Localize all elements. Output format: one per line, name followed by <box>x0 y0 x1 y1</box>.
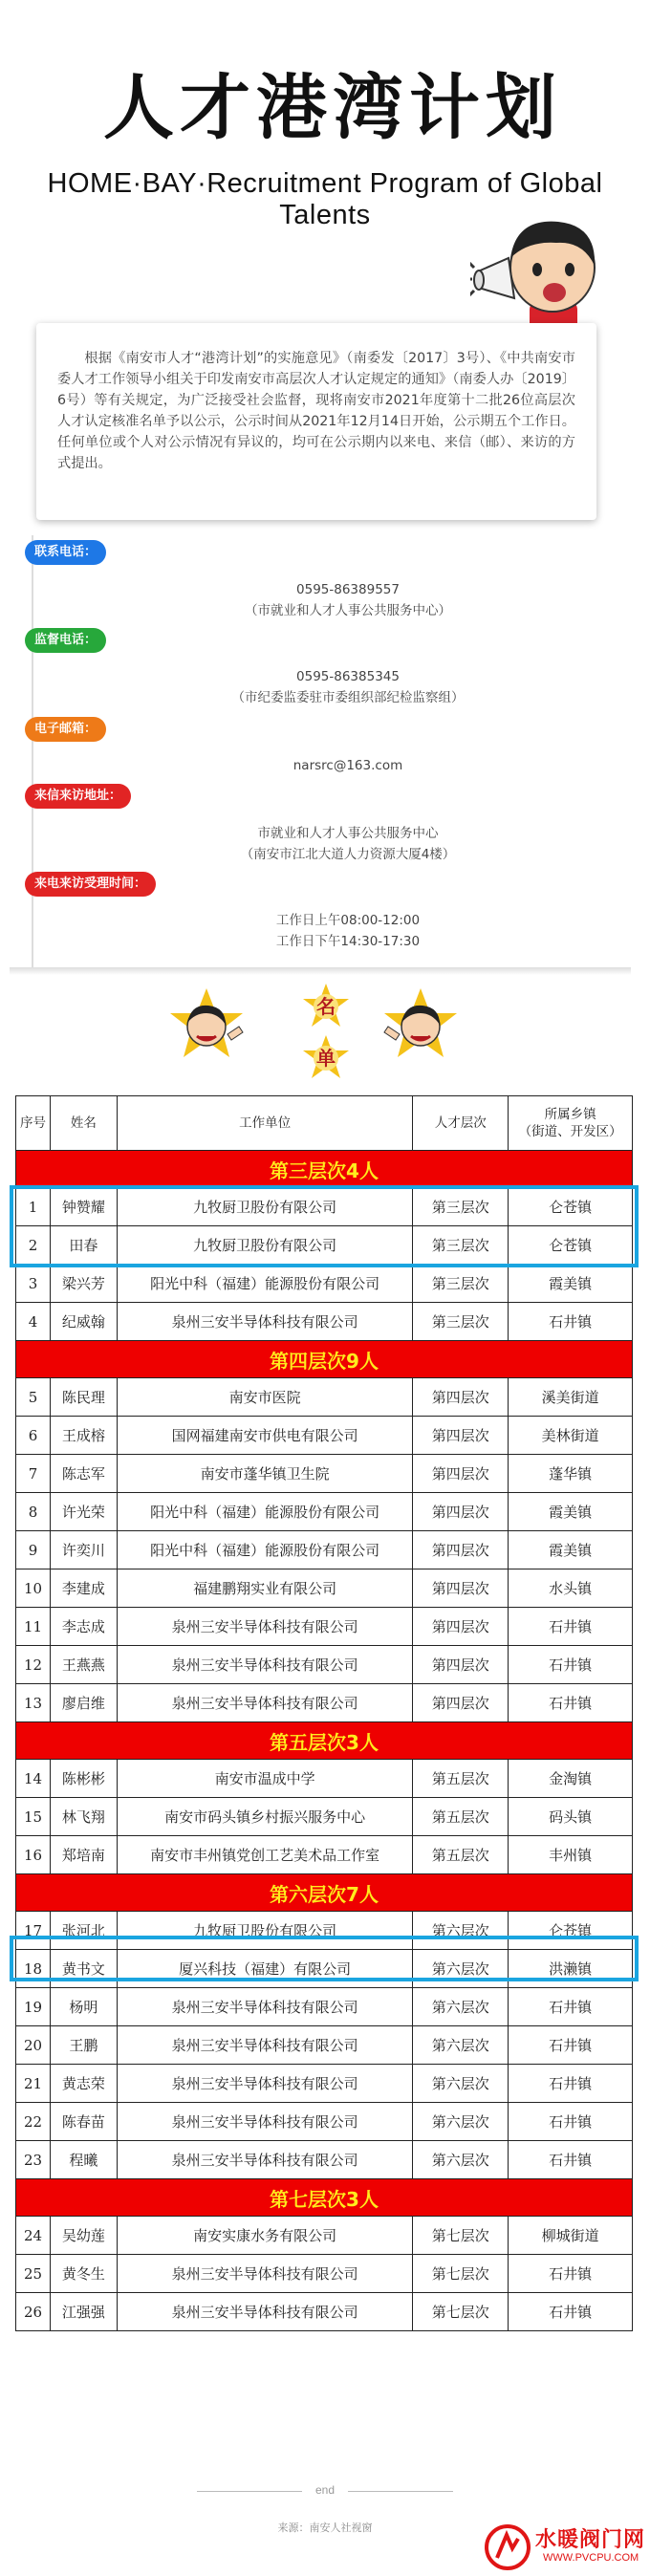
cell-level: 第七层次 <box>413 2293 509 2331</box>
section-header-row <box>16 2179 633 2217</box>
cell-town: 石井镇 <box>509 1608 633 1646</box>
section-header-row <box>16 1341 633 1378</box>
contact-phone-value: 0595-86389557 <box>296 582 400 597</box>
col-town: 所属乡镇 （街道、开发区） <box>509 1096 633 1151</box>
cell-index: 21 <box>16 2065 51 2103</box>
cell-index: 3 <box>16 1265 51 1303</box>
cell-level: 第六层次 <box>413 2103 509 2141</box>
table-row <box>16 1265 633 1303</box>
contact-section <box>23 535 627 970</box>
cell-level: 第六层次 <box>413 1912 509 1950</box>
cell-index: 23 <box>16 2141 51 2179</box>
table-row <box>16 1531 633 1569</box>
cell-level: 第七层次 <box>413 2255 509 2293</box>
cell-index: 24 <box>16 2217 51 2255</box>
section-divider <box>10 967 631 975</box>
cell-town: 仑苍镇 <box>509 1912 633 1950</box>
supervision-phone-badge: 监督电话： <box>25 628 106 653</box>
cell-index: 14 <box>16 1760 51 1798</box>
header-banner <box>0 0 650 315</box>
cell-employer: 泉州三安半导体科技有限公司 <box>117 1646 412 1684</box>
cell-employer: 南安市蓬华镇卫生院 <box>117 1455 412 1493</box>
cell-index: 4 <box>16 1303 51 1341</box>
cell-name: 王成榕 <box>50 1417 117 1455</box>
cell-index: 19 <box>16 1988 51 2026</box>
table-row <box>16 1378 633 1417</box>
cell-level: 第五层次 <box>413 1798 509 1836</box>
watermark-url: WWW.PVCPU.COM <box>543 2552 639 2564</box>
cell-index: 22 <box>16 2103 51 2141</box>
intro-paragraph: 根据《南安市人才“港湾计划”的实施意见》（南委发〔2017〕3号）、《中共南安市委人才工作领导小组关于印发南安市高层次人才认定规定的通知》（南委人办〔2019〕6号）等有关规定，为广泛接受社会监督，现将南安市2021年度第十二批26位高层次人才认定核准名单予以公示，公示时间从2021年12月14日开始，公示期五个工作日。任何单位或个人对公示情况有异议的，均可在公示期内以来电、来信（邮）、来访的方式提出。 <box>57 351 575 471</box>
cell-name: 江强强 <box>50 2293 117 2331</box>
cell-town: 石井镇 <box>509 1684 633 1722</box>
table-row <box>16 2293 633 2331</box>
cell-name: 郑培南 <box>50 1836 117 1874</box>
table-row <box>16 1569 633 1608</box>
cell-index: 2 <box>16 1226 51 1265</box>
cell-name: 田春 <box>50 1226 117 1265</box>
cell-employer: 九牧厨卫股份有限公司 <box>117 1912 412 1950</box>
cell-index: 15 <box>16 1798 51 1836</box>
section-title: 第三层次4人 <box>16 1151 633 1188</box>
cell-town: 石井镇 <box>509 1646 633 1684</box>
cell-index: 26 <box>16 2293 51 2331</box>
cell-town: 霞美镇 <box>509 1265 633 1303</box>
cell-town: 石井镇 <box>509 2065 633 2103</box>
cell-name: 陈民理 <box>50 1378 117 1417</box>
highlight-box-rows-1-2 <box>10 1185 639 1267</box>
cell-level: 第三层次 <box>413 1226 509 1265</box>
cell-level: 第四层次 <box>413 1417 509 1455</box>
end-line-right <box>348 2491 453 2492</box>
watermark <box>480 2518 650 2575</box>
cell-name: 陈彬彬 <box>50 1760 117 1798</box>
email-value: narsrc@163.com <box>292 758 403 773</box>
cell-name: 钟赞耀 <box>50 1188 117 1226</box>
cell-level: 第四层次 <box>413 1569 509 1608</box>
cell-employer: 九牧厨卫股份有限公司 <box>117 1188 412 1226</box>
name-list-heading <box>0 975 650 1090</box>
cell-town: 溪美街道 <box>509 1378 633 1417</box>
cell-employer: 南安实康水务有限公司 <box>117 2217 412 2255</box>
cell-level: 第三层次 <box>413 1265 509 1303</box>
table-row <box>16 2103 633 2141</box>
cell-index: 7 <box>16 1455 51 1493</box>
table-row <box>16 1608 633 1646</box>
cell-employer: 阳光中科（福建）能源股份有限公司 <box>117 1493 412 1531</box>
table-row <box>16 1493 633 1531</box>
cell-town: 石井镇 <box>509 2293 633 2331</box>
cell-name: 梁兴芳 <box>50 1265 117 1303</box>
cell-employer: 厦兴科技（福建）有限公司 <box>117 1950 412 1988</box>
cell-employer: 南安市温成中学 <box>117 1760 412 1798</box>
cell-employer: 泉州三安半导体科技有限公司 <box>117 1608 412 1646</box>
table-row <box>16 1836 633 1874</box>
cell-employer: 九牧厨卫股份有限公司 <box>117 1226 412 1265</box>
cell-level: 第五层次 <box>413 1836 509 1874</box>
table-row <box>16 1684 633 1722</box>
cell-name: 王燕燕 <box>50 1646 117 1684</box>
cell-index: 6 <box>16 1417 51 1455</box>
cell-level: 第四层次 <box>413 1684 509 1722</box>
table-body <box>16 1151 633 2331</box>
supervision-phone-org: （市纪委监委驻市委组织部纪检监察组） <box>231 690 465 705</box>
intro-card <box>36 323 596 520</box>
cell-name: 陈志军 <box>50 1455 117 1493</box>
cell-level: 第六层次 <box>413 2065 509 2103</box>
table-header-row <box>16 1096 633 1151</box>
cell-level: 第四层次 <box>413 1608 509 1646</box>
cell-level: 第六层次 <box>413 2026 509 2065</box>
col-level: 人才层次 <box>413 1096 509 1151</box>
cell-employer: 南安市码头镇乡村振兴服务中心 <box>117 1798 412 1836</box>
ming-char: 名 <box>316 995 336 1018</box>
table-row <box>16 1303 633 1341</box>
cell-employer: 泉州三安半导体科技有限公司 <box>117 2141 412 2179</box>
cell-town: 石井镇 <box>509 2026 633 2065</box>
highlight-box-row-17 <box>10 1936 639 1981</box>
cell-employer: 泉州三安半导体科技有限公司 <box>117 1988 412 2026</box>
cell-employer: 泉州三安半导体科技有限公司 <box>117 2065 412 2103</box>
cell-town: 霞美镇 <box>509 1493 633 1531</box>
cell-town: 美林街道 <box>509 1417 633 1455</box>
cell-employer: 泉州三安半导体科技有限公司 <box>117 2293 412 2331</box>
table-row <box>16 1417 633 1455</box>
cell-employer: 泉州三安半导体科技有限公司 <box>117 2255 412 2293</box>
source-text: 来源：南安人社视窗 <box>277 2522 373 2534</box>
section-title: 第六层次7人 <box>16 1874 633 1912</box>
cell-index: 17 <box>16 1912 51 1950</box>
cell-name: 许奕川 <box>50 1531 117 1569</box>
cell-index: 1 <box>16 1188 51 1226</box>
cell-name: 陈春苗 <box>50 2103 117 2141</box>
cell-level: 第三层次 <box>413 1303 509 1341</box>
table-row <box>16 1455 633 1493</box>
cell-index: 8 <box>16 1493 51 1531</box>
timeline-line <box>32 535 33 970</box>
cell-employer: 南安市医院 <box>117 1378 412 1417</box>
section-title: 第七层次3人 <box>16 2179 633 2217</box>
cell-name: 吴幼莲 <box>50 2217 117 2255</box>
cell-level: 第三层次 <box>413 1188 509 1226</box>
table-row <box>16 2026 633 2065</box>
cell-index: 13 <box>16 1684 51 1722</box>
cell-employer: 泉州三安半导体科技有限公司 <box>117 1684 412 1722</box>
page-title: 人才港湾计划 <box>103 67 562 149</box>
talent-table <box>15 1095 633 2331</box>
contact-phone-badge: 联系电话： <box>25 540 106 565</box>
cell-name: 纪威翰 <box>50 1303 117 1341</box>
cell-name: 许光荣 <box>50 1493 117 1531</box>
cell-name: 程曦 <box>50 2141 117 2179</box>
hours-morning: 工作日上午08:00-12:00 <box>275 913 421 928</box>
table-row <box>16 2141 633 2179</box>
email-badge: 电子邮箱： <box>25 717 106 742</box>
contact-phone-org: （市就业和人才人事公共服务中心） <box>245 603 451 618</box>
hours-badge: 来电来访受理时间： <box>25 872 156 897</box>
cell-name: 林飞翔 <box>50 1798 117 1836</box>
cell-employer: 泉州三安半导体科技有限公司 <box>117 2026 412 2065</box>
watermark-logo-icon <box>484 2523 531 2571</box>
col-index: 序号 <box>16 1096 51 1151</box>
cell-town: 石井镇 <box>509 2141 633 2179</box>
cell-name: 王鹏 <box>50 2026 117 2065</box>
cell-name: 廖启维 <box>50 1684 117 1722</box>
cell-level: 第六层次 <box>413 1950 509 1988</box>
cell-level: 第四层次 <box>413 1493 509 1531</box>
supervision-phone-value: 0595-86385345 <box>296 669 400 684</box>
hours-afternoon: 工作日下午14:30-17:30 <box>275 934 421 949</box>
cell-name: 李建成 <box>50 1569 117 1608</box>
cell-index: 16 <box>16 1836 51 1874</box>
cell-employer: 国网福建南安市供电有限公司 <box>117 1417 412 1455</box>
cell-town: 仑苍镇 <box>509 1226 633 1265</box>
cell-index: 5 <box>16 1378 51 1417</box>
cell-name: 黄书文 <box>50 1950 117 1988</box>
cell-index: 10 <box>16 1569 51 1608</box>
cell-index: 12 <box>16 1646 51 1684</box>
table-row <box>16 2255 633 2293</box>
cell-level: 第七层次 <box>413 2217 509 2255</box>
cell-index: 11 <box>16 1608 51 1646</box>
dan-char: 单 <box>316 1047 336 1070</box>
cell-town: 霞美镇 <box>509 1531 633 1569</box>
end-mark: end <box>314 2483 336 2497</box>
table-row <box>16 1798 633 1836</box>
cell-index: 25 <box>16 2255 51 2293</box>
cell-employer: 福建鹏翔实业有限公司 <box>117 1569 412 1608</box>
cell-name: 黄志荣 <box>50 2065 117 2103</box>
cell-level: 第五层次 <box>413 1760 509 1798</box>
address-value: 市就业和人才人事公共服务中心 <box>257 826 439 841</box>
cell-level: 第四层次 <box>413 1455 509 1493</box>
cell-town: 石井镇 <box>509 1988 633 2026</box>
cell-town: 石井镇 <box>509 1303 633 1341</box>
cell-index: 20 <box>16 2026 51 2065</box>
cell-name: 杨明 <box>50 1988 117 2026</box>
address-detail: （南安市江北大道人力资源大厦4楼） <box>240 847 456 862</box>
table-row <box>16 2217 633 2255</box>
cell-town: 仑苍镇 <box>509 1188 633 1226</box>
cell-level: 第四层次 <box>413 1531 509 1569</box>
col-employer: 工作单位 <box>117 1096 412 1151</box>
cell-town: 蓬华镇 <box>509 1455 633 1493</box>
cell-town: 石井镇 <box>509 2255 633 2293</box>
cell-employer: 阳光中科（福建）能源股份有限公司 <box>117 1531 412 1569</box>
cell-employer: 泉州三安半导体科技有限公司 <box>117 1303 412 1341</box>
right-boy-star-icon <box>382 986 459 1063</box>
table-row <box>16 2065 633 2103</box>
left-boy-star-icon <box>168 986 245 1063</box>
cell-town: 石井镇 <box>509 2103 633 2141</box>
table-row <box>16 1760 633 1798</box>
section-header-row <box>16 1722 633 1760</box>
cell-level: 第四层次 <box>413 1646 509 1684</box>
cell-level: 第六层次 <box>413 1988 509 2026</box>
page-subtitle: HOME·BAY·Recruitment Program of Global Talents <box>47 168 603 230</box>
cell-town: 水头镇 <box>509 1569 633 1608</box>
ming-flower <box>302 983 350 1030</box>
table-row <box>16 1646 633 1684</box>
cell-name: 张河北 <box>50 1912 117 1950</box>
cell-employer: 南安市丰州镇党创工艺美术品工作室 <box>117 1836 412 1874</box>
col-name: 姓名 <box>50 1096 117 1151</box>
cell-name: 李志成 <box>50 1608 117 1646</box>
watermark-text: 水暖阀门网 <box>535 2528 646 2552</box>
cell-employer: 泉州三安半导体科技有限公司 <box>117 2103 412 2141</box>
cell-town: 丰州镇 <box>509 1836 633 1874</box>
cell-name: 黄冬生 <box>50 2255 117 2293</box>
table-row <box>16 1988 633 2026</box>
cell-level: 第四层次 <box>413 1378 509 1417</box>
address-badge: 来信来访地址： <box>25 784 131 809</box>
section-title: 第四层次9人 <box>16 1341 633 1378</box>
cell-index: 18 <box>16 1950 51 1988</box>
cell-index: 9 <box>16 1531 51 1569</box>
section-header-row <box>16 1151 633 1188</box>
cell-level: 第六层次 <box>413 2141 509 2179</box>
dan-flower <box>302 1034 350 1082</box>
cell-town: 码头镇 <box>509 1798 633 1836</box>
cell-town: 金淘镇 <box>509 1760 633 1798</box>
cell-town: 洪濑镇 <box>509 1950 633 1988</box>
section-title: 第五层次3人 <box>16 1722 633 1760</box>
cell-town: 柳城街道 <box>509 2217 633 2255</box>
cell-employer: 阳光中科（福建）能源股份有限公司 <box>117 1265 412 1303</box>
section-header-row <box>16 1874 633 1912</box>
